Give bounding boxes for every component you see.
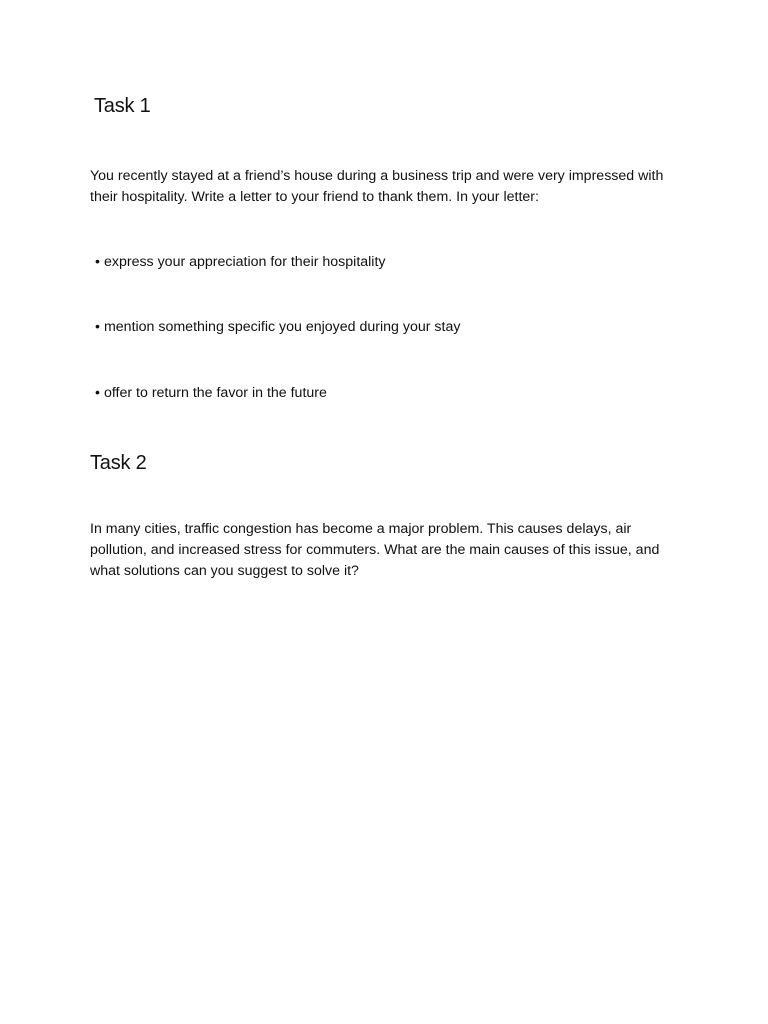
task-2-heading: Task 2 — [90, 452, 147, 474]
bullet-text: mention something specific you enjoyed during your stay — [103, 319, 461, 335]
bullet-icon: • — [95, 385, 100, 401]
task-1-bullet-item — [95, 252, 386, 272]
task-1-bullet-item — [95, 317, 460, 337]
task-1-bullet-item — [95, 383, 327, 403]
bullet-text: express your appreciation for their hospitality — [103, 254, 386, 270]
task-1-prompt: You recently stayed at a friend’s house during a business trip and were very impressed with their hospitality. Write a letter to your friend to thank them. In your letter: — [90, 168, 664, 205]
task-1-heading: Task 1 — [94, 95, 151, 117]
bullet-icon: • — [95, 319, 100, 335]
bullet-icon: • — [95, 254, 100, 270]
task-2-prompt: In many cities, traffic congestion has become a major problem. This causes delays, air pollution, and increased stress for commuters. What are the main causes of this issue, and what solutions can you suggest to solve it? — [90, 521, 660, 579]
bullet-text: offer to return the favor in the future — [103, 385, 327, 401]
